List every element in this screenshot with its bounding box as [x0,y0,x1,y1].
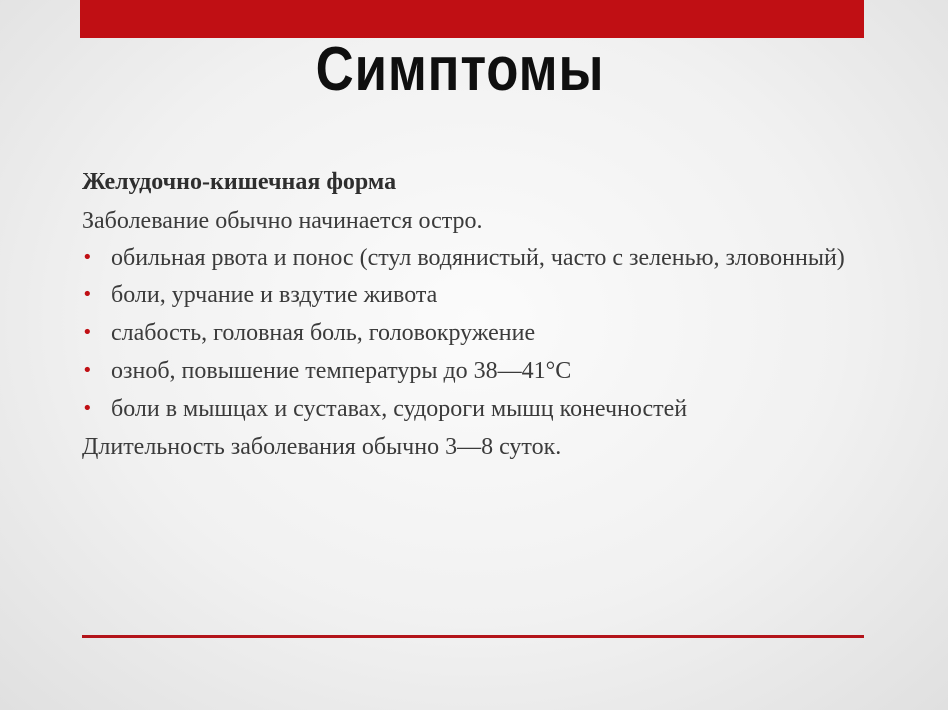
list-item: • обильная рвота и понос (стул водянистый, часто с зеленью, зловонный) [82,244,872,273]
slide-title: Симптомы [315,35,605,104]
intro-text: Заболевание обычно начинается остро. [82,207,483,234]
subheading: Желудочно-кишечная форма [82,169,397,195]
bottom-divider [82,635,864,638]
list-item: • слабость, головная боль, головокружение [82,319,872,348]
list-item: • боли, урчание и вздутие живота [82,281,872,310]
list-item: • озноб, повышение температуры до 38—41°С [82,357,872,386]
top-accent-bar [80,0,864,38]
list-item: • боли в мышцах и суставах, судороги мышц конечностей [82,395,872,424]
conclusion-text: Длительность заболевания обычно 3—8 суток. [82,433,562,460]
symptom-list [82,244,872,424]
slide-body [82,168,872,469]
